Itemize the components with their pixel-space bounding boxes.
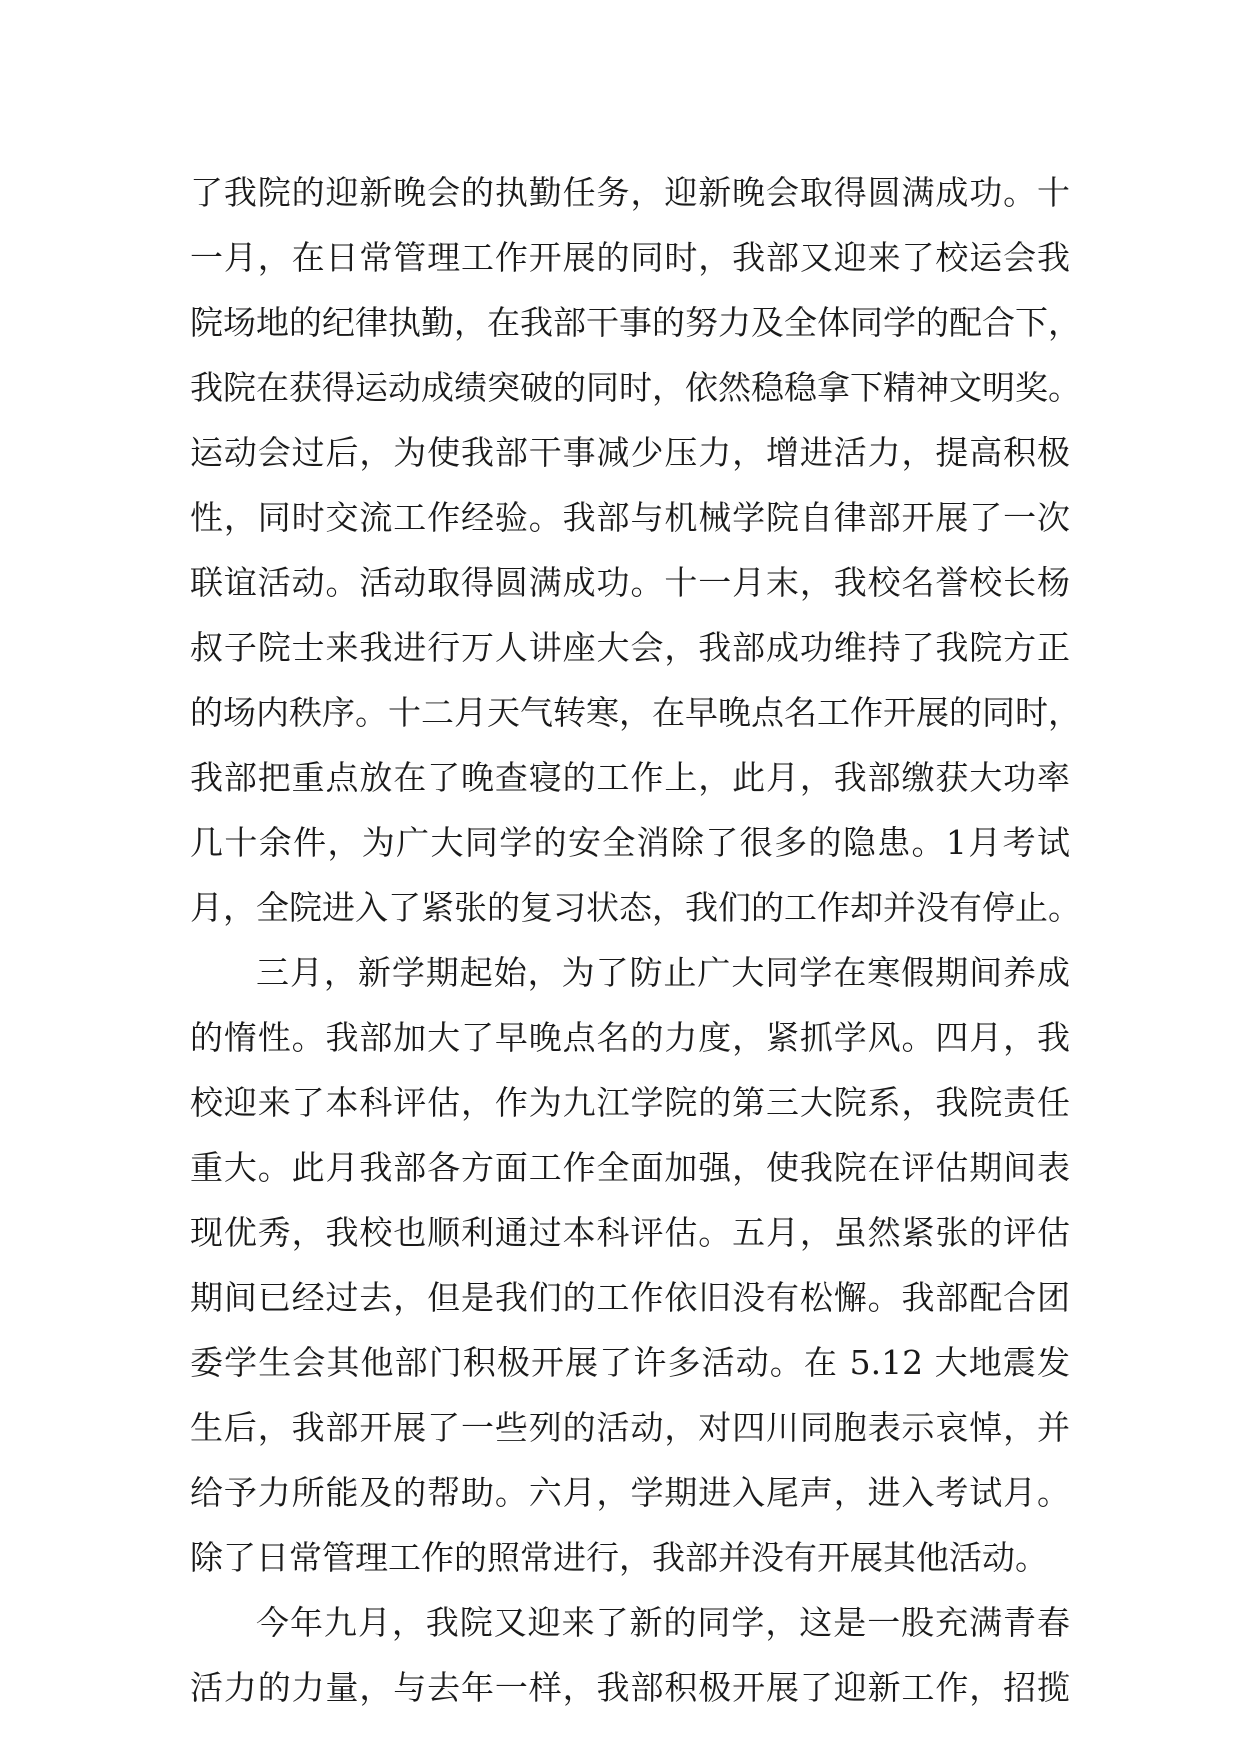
text-line: 活力的力量，与去年一样，我部积极开展了迎新工作，招揽: [190, 1668, 1070, 1707]
text-line: 几十余件，为广大同学的安全消除了很多的隐患。1月考试: [190, 823, 1070, 862]
text-line: 现优秀，我校也顺利通过本科评估。五月，虽然紧张的评估: [190, 1213, 1070, 1252]
text-line: 重大。此月我部各方面工作全面加强，使我院在评估期间表: [190, 1148, 1070, 1187]
text-line: 的惰性。我部加大了早晚点名的力度，紧抓学风。四月，我: [190, 1018, 1070, 1057]
text-line: 性，同时交流工作经验。我部与机械学院自律部开展了一次: [190, 498, 1070, 537]
text-line: 我院在获得运动成绩突破的同时，依然稳稳拿下精神文明奖。: [190, 368, 1081, 407]
text-line: 一月，在日常管理工作开展的同时，我部又迎来了校运会我: [190, 238, 1070, 277]
paragraph-start-line: 今年九月，我院又迎来了新的同学，这是一股充满青春: [256, 1603, 1070, 1642]
text-line: 委学生会其他部门积极开展了许多活动。在 5.12 大地震发: [190, 1343, 1070, 1382]
text-line: 我部把重点放在了晚查寝的工作上，此月，我部缴获大功率: [190, 758, 1070, 797]
text-line: 叔子院士来我进行万人讲座大会，我部成功维持了我院方正: [190, 628, 1070, 667]
text-line: 联谊活动。活动取得圆满成功。十一月末，我校名誉校长杨: [190, 563, 1070, 602]
text-line: 除了日常管理工作的照常进行，我部并没有开展其他活动。: [190, 1538, 1048, 1577]
text-line: 月，全院进入了紧张的复习状态，我们的工作却并没有停止。: [190, 888, 1081, 927]
text-line: 了我院的迎新晚会的执勤任务，迎新晚会取得圆满成功。十: [190, 173, 1070, 212]
text-line: 院场地的纪律执勤，在我部干事的努力及全体同学的配合下，: [190, 303, 1081, 342]
text-line: 期间已经过去，但是我们的工作依旧没有松懈。我部配合团: [190, 1278, 1070, 1317]
text-line: 的场内秩序。十二月天气转寒，在早晚点名工作开展的同时，: [190, 693, 1081, 732]
text-line: 校迎来了本科评估，作为九江学院的第三大院系，我院责任: [190, 1083, 1070, 1122]
paragraph-start-line: 三月，新学期起始，为了防止广大同学在寒假期间养成: [256, 953, 1070, 992]
text-line: 运动会过后，为使我部干事减少压力，增进活力，提高积极: [190, 433, 1070, 472]
text-line: 给予力所能及的帮助。六月，学期进入尾声，进入考试月。: [190, 1473, 1070, 1512]
text-line: 生后，我部开展了一些列的活动，对四川同胞表示哀悼，并: [190, 1408, 1070, 1447]
body-text: [190, 160, 1081, 1720]
